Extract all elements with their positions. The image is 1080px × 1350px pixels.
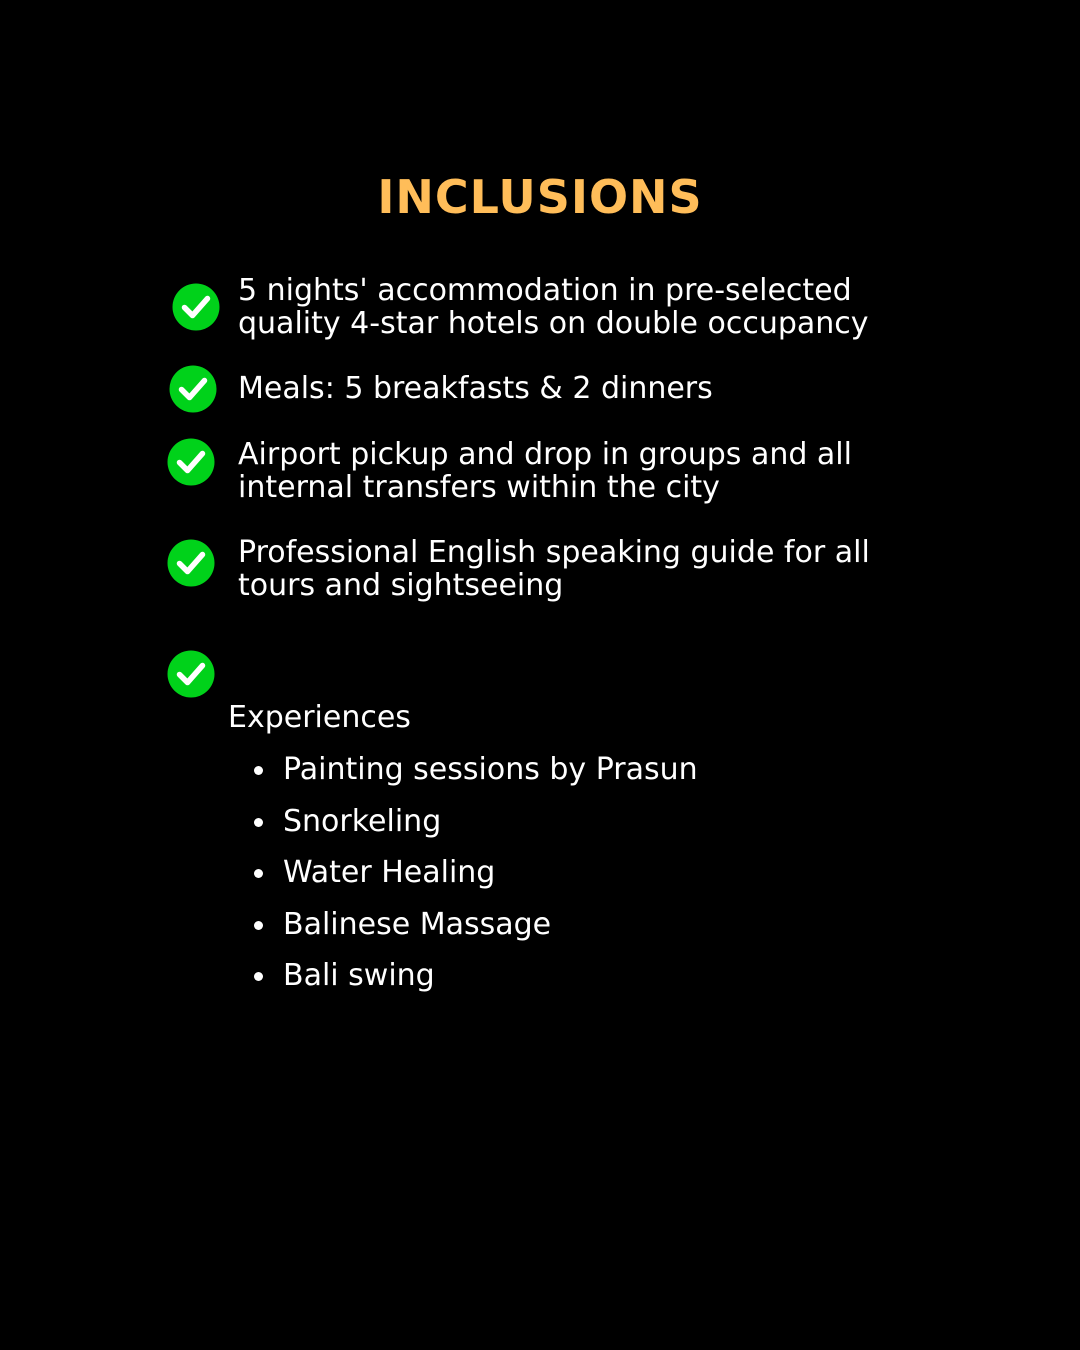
check-circle-icon bbox=[172, 283, 220, 331]
bullet-dot bbox=[254, 818, 263, 827]
inclusion-accommodation bbox=[238, 274, 998, 340]
bullet-dot bbox=[254, 766, 263, 775]
experience-label: Bali swing bbox=[283, 958, 435, 993]
list-item bbox=[250, 853, 698, 905]
page-title: INCLUSIONS bbox=[377, 170, 703, 224]
experiences-heading: Experiences bbox=[228, 700, 411, 735]
list-item bbox=[250, 802, 698, 854]
list-item bbox=[250, 905, 698, 957]
inclusion-line: quality 4-star hotels on double occupancy bbox=[238, 306, 869, 341]
bullet-dot bbox=[254, 972, 263, 981]
experience-label: Snorkeling bbox=[283, 803, 442, 839]
inclusion-line: internal transfers within the city bbox=[238, 470, 720, 505]
list-item bbox=[250, 956, 698, 1008]
list-item bbox=[250, 750, 698, 802]
experiences-list bbox=[250, 750, 698, 1008]
inclusion-guide bbox=[238, 536, 998, 602]
inclusion-line: tours and sightseeing bbox=[238, 568, 564, 603]
bullet-dot bbox=[254, 869, 263, 878]
inclusion-meals bbox=[238, 372, 998, 405]
inclusion-line: Airport pickup and drop in groups and all bbox=[238, 437, 852, 472]
inclusion-transfers bbox=[238, 438, 998, 504]
check-circle-icon bbox=[167, 539, 215, 587]
check-circle-icon bbox=[167, 650, 215, 698]
experience-label: Water Healing bbox=[283, 855, 496, 890]
experience-label: Painting sessions by Prasun bbox=[283, 752, 698, 787]
check-circle-icon bbox=[169, 365, 217, 413]
experience-label: Balinese Massage bbox=[283, 906, 552, 942]
inclusion-line: 5 nights' accommodation in pre-selected bbox=[238, 273, 852, 308]
inclusion-line: Professional English speaking guide for all bbox=[238, 535, 870, 570]
bullet-dot bbox=[254, 921, 263, 930]
inclusion-line: Meals: 5 breakfasts & 2 dinners bbox=[238, 371, 713, 406]
check-circle-icon bbox=[167, 438, 215, 486]
